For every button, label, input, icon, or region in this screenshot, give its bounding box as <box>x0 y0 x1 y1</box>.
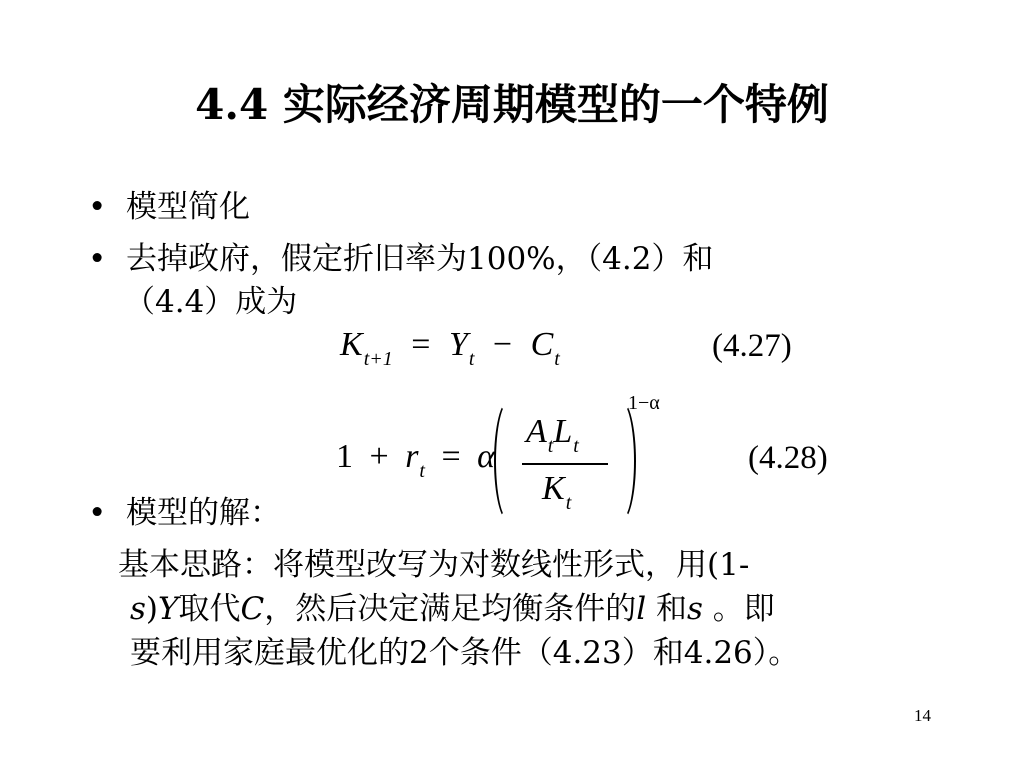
equation-4-27 <box>340 326 560 370</box>
eq-exponent <box>628 392 660 415</box>
fraction-denominator <box>542 470 572 514</box>
bullet-dot: • <box>88 189 107 225</box>
exponent-text: 1−α <box>628 392 660 414</box>
equation-4-28-lhs <box>336 438 496 482</box>
eq-var-C: C <box>530 326 554 363</box>
eq-var-K: K <box>542 470 565 507</box>
eq-minus: − <box>492 326 513 363</box>
eq-plus: + <box>369 438 389 475</box>
text-span: ，然后决定满足均衡条件的 <box>264 591 637 627</box>
text-span: 。即 <box>702 591 775 627</box>
var-s: s <box>687 591 703 627</box>
text-span: 和 <box>646 591 688 627</box>
equation-number-4-27: (4.27) <box>712 328 792 364</box>
bullet-model-simplify <box>88 186 250 228</box>
eq-sub: t+1 <box>363 348 393 370</box>
eq-sub: t <box>554 348 560 370</box>
var-C: C <box>240 591 265 627</box>
paragraph-line-3: 要利用家庭最优化的2个条件（4.23）和4.26）。 <box>130 635 800 671</box>
eq-var-L: L <box>553 413 573 450</box>
left-paren <box>494 400 524 522</box>
text-span: 取代 <box>178 591 241 627</box>
eq-sub: t <box>573 435 579 457</box>
paragraph-line-1: 基本思路：将模型改写为对数线性形式，用(1- <box>118 547 750 583</box>
eq-equals: = <box>411 326 431 363</box>
eq-equals: = <box>441 438 461 475</box>
eq-sub: t <box>547 435 554 457</box>
bullet-dot: • <box>88 495 107 531</box>
bullet-model-solution <box>88 492 281 534</box>
eq-sub: t <box>468 348 475 370</box>
bullet-continuation: （4.4）成为 <box>124 284 298 320</box>
var-Y: Y <box>158 591 179 627</box>
bullet-dot: • <box>88 241 107 277</box>
bullet-text: 模型的解： <box>126 495 281 531</box>
fraction-bar <box>522 463 608 465</box>
page-number: 14 <box>914 706 931 725</box>
eq-var-r: r <box>405 438 419 475</box>
bullet-text: 去掉政府，假定折旧率为100%，（4.2）和 <box>126 241 714 277</box>
var-l: l <box>636 591 647 627</box>
slide-title: 4.4 实际经济周期模型的一个特例 <box>195 80 829 129</box>
right-paren <box>606 400 636 522</box>
eq-var-K: K <box>340 326 363 363</box>
eq-one: 1 <box>336 438 353 475</box>
bullet-remove-government <box>88 238 713 280</box>
eq-sub: t <box>565 492 572 514</box>
eq-sub: t <box>419 460 425 482</box>
eq-alpha: α <box>477 438 496 475</box>
bullet-text: 模型简化 <box>126 189 250 225</box>
fraction-numerator <box>526 413 579 457</box>
eq-var-Y: Y <box>448 326 468 363</box>
text-span: ) <box>145 591 159 627</box>
var-s: s <box>130 591 146 627</box>
eq-var-A: A <box>526 413 547 450</box>
paragraph-line-2 <box>130 588 775 630</box>
equation-number-4-28: (4.28) <box>748 440 828 476</box>
